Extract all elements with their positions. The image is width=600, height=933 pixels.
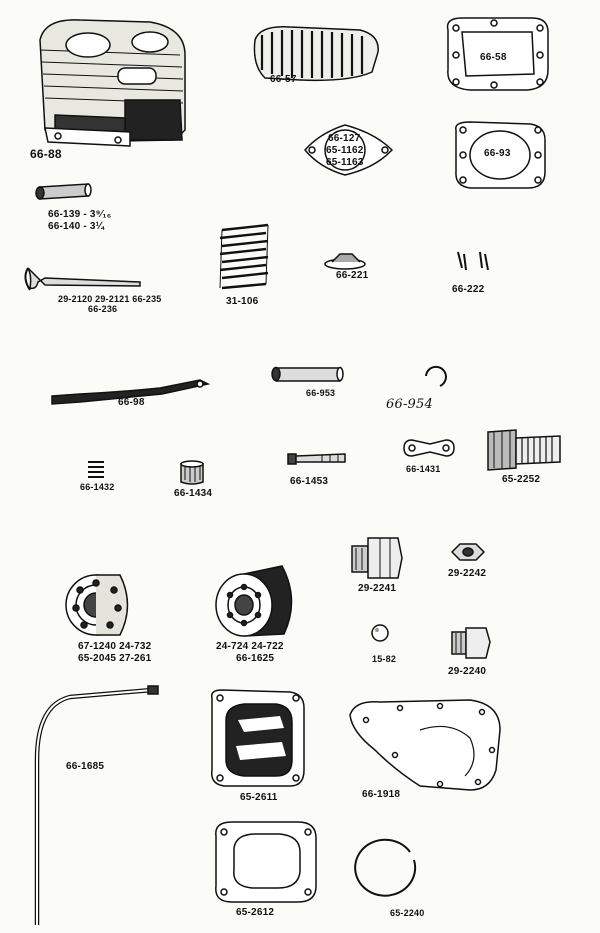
- ball-bearing-illustration: [66, 575, 128, 635]
- part-label: 66-954: [386, 397, 433, 412]
- valve-illustration: [25, 268, 140, 290]
- part-label: 66-127: [328, 133, 361, 144]
- part-label: 66-1432: [80, 482, 115, 492]
- part-label: 66-88: [30, 147, 62, 161]
- part-label: 65-2612: [236, 907, 275, 918]
- part-label: 66-93: [484, 148, 511, 159]
- small-fitting-illustration: [452, 628, 490, 658]
- part-label: 66-1685: [66, 761, 105, 772]
- bolt-illustration: [288, 454, 345, 464]
- part-label: 66-140 - 3¼: [48, 221, 105, 232]
- part-label: 65-1163: [326, 157, 364, 168]
- part-label: 66-1918: [362, 789, 401, 800]
- tube-illustration: [36, 184, 91, 199]
- part-label: 66-953: [306, 388, 336, 398]
- nut-illustration: [452, 544, 484, 560]
- cap-illustration: [181, 461, 203, 484]
- part-label: 65-2045 27-261: [78, 653, 152, 664]
- part-label: 66-221: [336, 270, 369, 281]
- threaded-fitting-illustration: [488, 430, 560, 470]
- part-label: 31-106: [226, 296, 259, 307]
- union-fitting-illustration: [352, 538, 402, 578]
- part-label: 65-2611: [240, 792, 278, 803]
- part-label: 65-2252: [502, 474, 541, 485]
- cylinder-head-illustration: [254, 27, 378, 81]
- part-label: 66-57: [270, 74, 297, 85]
- part-label: 29-2120 29-2121 66-235: [58, 294, 162, 304]
- circlip-illustration: [426, 367, 446, 386]
- gear-cover-illustration: [350, 700, 500, 790]
- cover-gasket-illustration: [212, 690, 304, 786]
- part-label: 66-1625: [236, 653, 275, 664]
- part-label: 15-82: [372, 654, 397, 664]
- oval-gasket-illustration: [216, 822, 316, 902]
- part-label: 66-1431: [406, 464, 441, 474]
- spring-collar-illustration: [325, 254, 365, 269]
- small-spring-illustration: [88, 462, 104, 477]
- valve-spring-illustration: [220, 225, 268, 288]
- part-label: 66-222: [452, 284, 485, 295]
- part-label: 66-1453: [290, 476, 329, 487]
- part-label: 67-1240 24-732: [78, 641, 152, 652]
- cylinder-illustration: [40, 20, 185, 146]
- snap-ring-illustration: [355, 840, 415, 896]
- part-label: 29-2241: [358, 583, 397, 594]
- part-label: 65-1162: [326, 145, 364, 156]
- part-label: 66-236: [88, 304, 118, 314]
- bearing-housing-illustration: [216, 566, 292, 636]
- link-plate-illustration: [404, 440, 454, 456]
- part-label: 29-2242: [448, 568, 487, 579]
- part-label: 66-1434: [174, 488, 213, 499]
- part-label: 29-2240: [448, 666, 487, 677]
- oil-line-illustration: [37, 686, 158, 925]
- part-label: 66-58: [480, 52, 507, 63]
- valve-keys-illustration: [458, 252, 488, 270]
- part-label: 66-98: [118, 397, 145, 408]
- pin-illustration: [272, 368, 343, 382]
- steel-ball-illustration: [372, 625, 388, 641]
- part-label: 24-724 24-722: [216, 641, 284, 652]
- part-label: 65-2240: [390, 908, 425, 918]
- part-label: 66-139 - 3⁹⁄₁₆: [48, 209, 112, 220]
